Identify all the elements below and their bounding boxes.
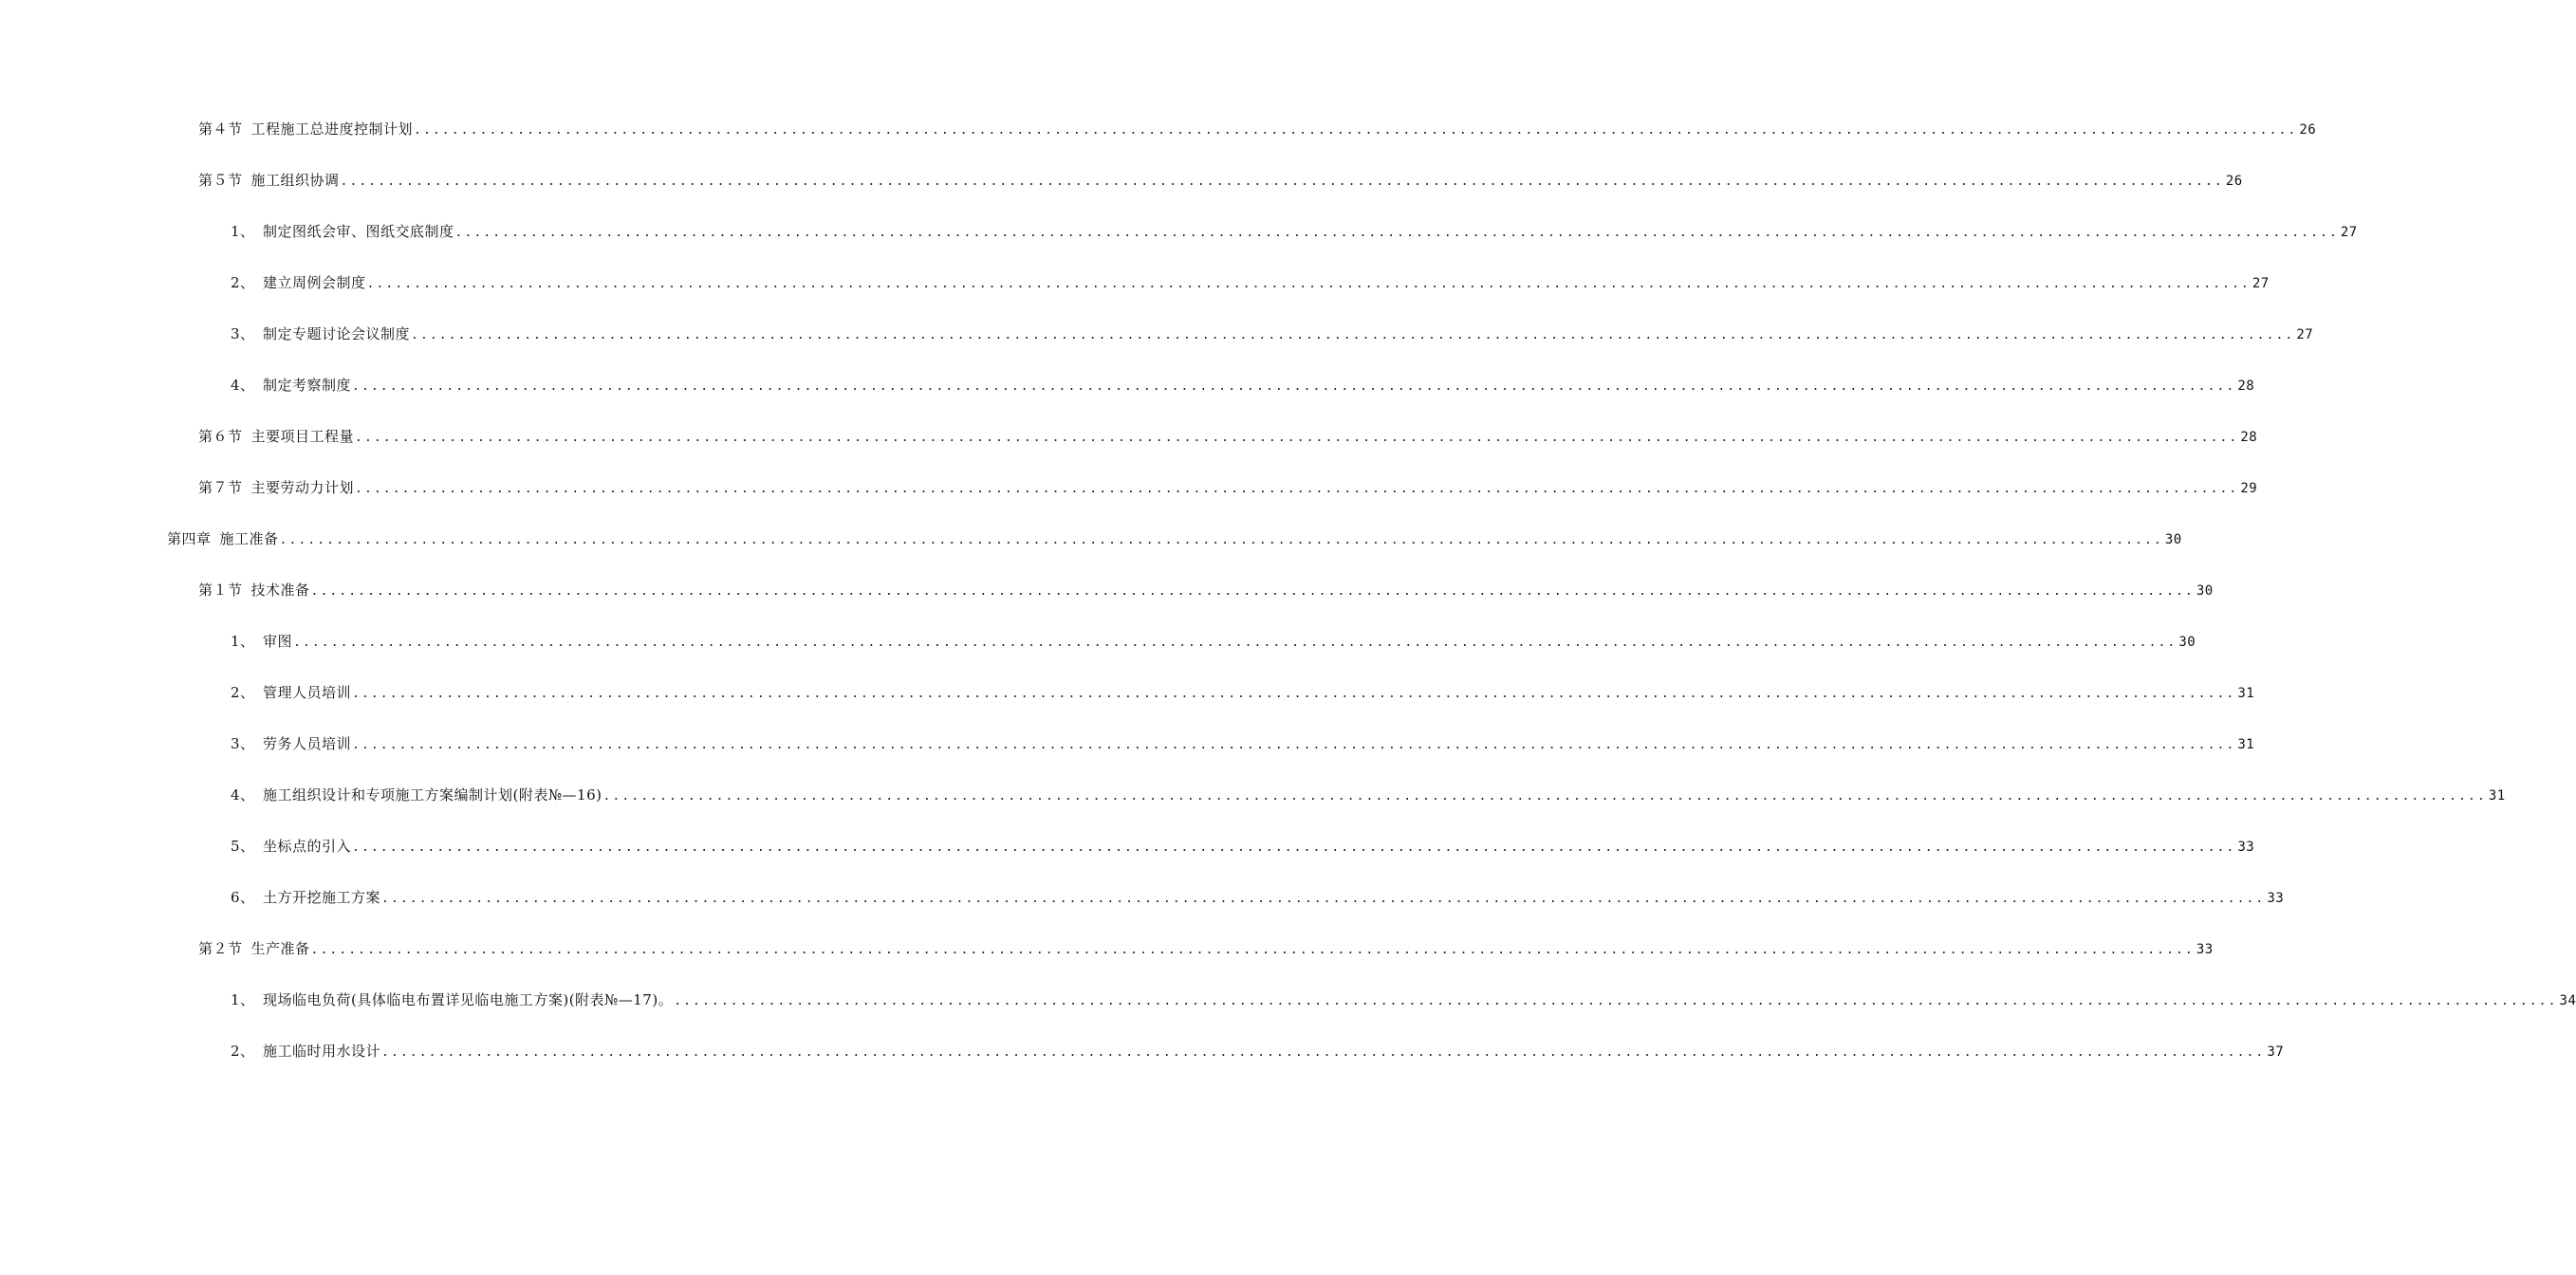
toc-entry-number: 第四章: [167, 530, 212, 547]
toc-entry-title: 现场临电负荷(具体临电布置详见临电施工方案)(附表№—17)。: [263, 991, 674, 1008]
toc-entry[interactable]: [231, 989, 2576, 1011]
toc-entry[interactable]: [198, 476, 2258, 499]
toc-entry-number: 1、: [231, 991, 255, 1008]
toc-entry-number: 1、: [231, 223, 255, 240]
toc-entry[interactable]: [231, 784, 2506, 806]
toc-dot-leader: ........................................................................................................................................................................................................: [293, 636, 2178, 650]
toc-entry[interactable]: [231, 220, 2358, 243]
toc-entry[interactable]: [198, 169, 2243, 192]
toc-dot-leader: ........................................................................................................................................................................................................: [602, 789, 2487, 804]
toc-dot-leader: ........................................................................................................................................................................................................: [340, 175, 2224, 189]
toc-entry[interactable]: [198, 579, 2214, 601]
toc-entry-title: 审图: [263, 633, 293, 650]
toc-page-number: 30: [2196, 583, 2214, 599]
toc-entry[interactable]: [231, 732, 2255, 755]
toc-dot-leader: ........................................................................................................................................................................................................: [454, 226, 2339, 240]
toc-dot-leader: ........................................................................................................................................................................................................: [352, 841, 2236, 855]
toc-page-number: 33: [2196, 942, 2214, 957]
toc-entry-title: 建立周例会制度: [263, 274, 366, 291]
toc-entry-number: 第５节: [198, 172, 243, 189]
toc-entry[interactable]: [231, 374, 2255, 397]
toc-entry[interactable]: [231, 271, 2270, 294]
toc-page-number: 31: [2488, 788, 2506, 804]
toc-entry-title: 坐标点的引入: [263, 838, 352, 855]
toc-entry[interactable]: [231, 630, 2196, 653]
toc-page-number: 31: [2237, 737, 2255, 752]
toc-entry-number: 第１节: [198, 582, 243, 599]
toc-entry-title: 主要项目工程量: [250, 428, 355, 445]
toc-entry-title: 施工临时用水设计: [263, 1043, 381, 1060]
toc-dot-leader: ........................................................................................................................................................................................................: [674, 994, 2558, 1008]
toc-page-number: 31: [2237, 686, 2255, 701]
toc-page-number: 28: [2237, 379, 2255, 394]
toc-page-number: 27: [2296, 327, 2314, 342]
toc-entry[interactable]: [231, 886, 2285, 909]
toc-entry[interactable]: [231, 323, 2314, 345]
toc-dot-leader: ........................................................................................................................................................................................................: [366, 277, 2251, 291]
toc-dot-leader: ........................................................................................................................................................................................................: [355, 431, 2239, 445]
toc-entry-title: 施工组织协调: [250, 172, 340, 189]
toc-entry[interactable]: [167, 527, 2182, 550]
toc-dot-leader: ........................................................................................................................................................................................................: [381, 1045, 2266, 1060]
toc-dot-leader: ........................................................................................................................................................................................................: [279, 533, 2163, 547]
toc-entry-number: 4、: [231, 377, 255, 394]
toc-page-number: 34: [2559, 993, 2576, 1008]
toc-page-number: 33: [2267, 891, 2285, 906]
toc-entry-title: 施工准备: [219, 530, 279, 547]
toc-entry-title: 管理人员培训: [263, 684, 352, 701]
toc-entry-title: 施工组织设计和专项施工方案编制计划(附表№—16): [263, 786, 602, 804]
toc-entry[interactable]: [231, 681, 2255, 704]
toc-entry-number: 2、: [231, 274, 255, 291]
toc-entry-number: 第２节: [198, 940, 243, 957]
toc-dot-leader: ........................................................................................................................................................................................................: [310, 584, 2195, 599]
toc-page-number: 26: [2299, 122, 2317, 138]
toc-page-number: 29: [2240, 481, 2258, 496]
toc-page-number: 27: [2340, 225, 2358, 240]
toc-entry[interactable]: [231, 835, 2255, 858]
toc-page-number: 37: [2267, 1044, 2285, 1060]
toc-page-number: 33: [2237, 840, 2255, 855]
toc-entry[interactable]: [198, 425, 2258, 448]
toc-dot-leader: ........................................................................................................................................................................................................: [352, 738, 2236, 752]
toc-page-number: 30: [2178, 635, 2196, 650]
toc-entry-title: 制定专题讨论会议制度: [263, 325, 411, 342]
toc-dot-leader: ........................................................................................................................................................................................................: [352, 379, 2236, 394]
toc-entry-number: 6、: [231, 889, 255, 906]
toc-dot-leader: ........................................................................................................................................................................................................: [310, 943, 2195, 957]
toc-entry-title: 土方开挖施工方案: [263, 889, 381, 906]
toc-page-number: 27: [2252, 276, 2270, 291]
toc-page-number: 26: [2225, 174, 2243, 189]
toc-entry-title: 制定考察制度: [263, 377, 352, 394]
toc-entry-number: 第４节: [198, 120, 243, 138]
toc-entry-title: 制定图纸会审、图纸交底制度: [263, 223, 454, 240]
toc-entry-number: 第６节: [198, 428, 243, 445]
toc-entry-number: 2、: [231, 684, 255, 701]
toc-entry[interactable]: [231, 1040, 2285, 1062]
toc-entry-number: 2、: [231, 1043, 255, 1060]
toc-dot-leader: ........................................................................................................................................................................................................: [411, 328, 2295, 342]
toc-entry-title: 劳务人员培训: [263, 735, 352, 752]
toc-entry[interactable]: [198, 118, 2317, 140]
toc-entry-number: 5、: [231, 838, 255, 855]
toc-entry[interactable]: [198, 937, 2214, 960]
toc-entry-number: 3、: [231, 735, 255, 752]
toc-entry-title: 技术准备: [250, 582, 310, 599]
toc-dot-leader: ........................................................................................................................................................................................................: [414, 123, 2298, 138]
toc-entry-number: 第７节: [198, 479, 243, 496]
toc-page-number: 30: [2164, 532, 2182, 547]
toc-entry-number: 4、: [231, 786, 255, 804]
toc-page-number: 28: [2240, 430, 2258, 445]
toc-entry-title: 生产准备: [250, 940, 310, 957]
toc-entry-number: 1、: [231, 633, 255, 650]
toc-dot-leader: ........................................................................................................................................................................................................: [352, 687, 2236, 701]
toc-entry-title: 工程施工总进度控制计划: [250, 120, 414, 138]
toc-dot-leader: ........................................................................................................................................................................................................: [381, 892, 2266, 906]
toc-entry-title: 主要劳动力计划: [250, 479, 355, 496]
toc-dot-leader: ........................................................................................................................................................................................................: [355, 482, 2239, 496]
toc-entry-number: 3、: [231, 325, 255, 342]
